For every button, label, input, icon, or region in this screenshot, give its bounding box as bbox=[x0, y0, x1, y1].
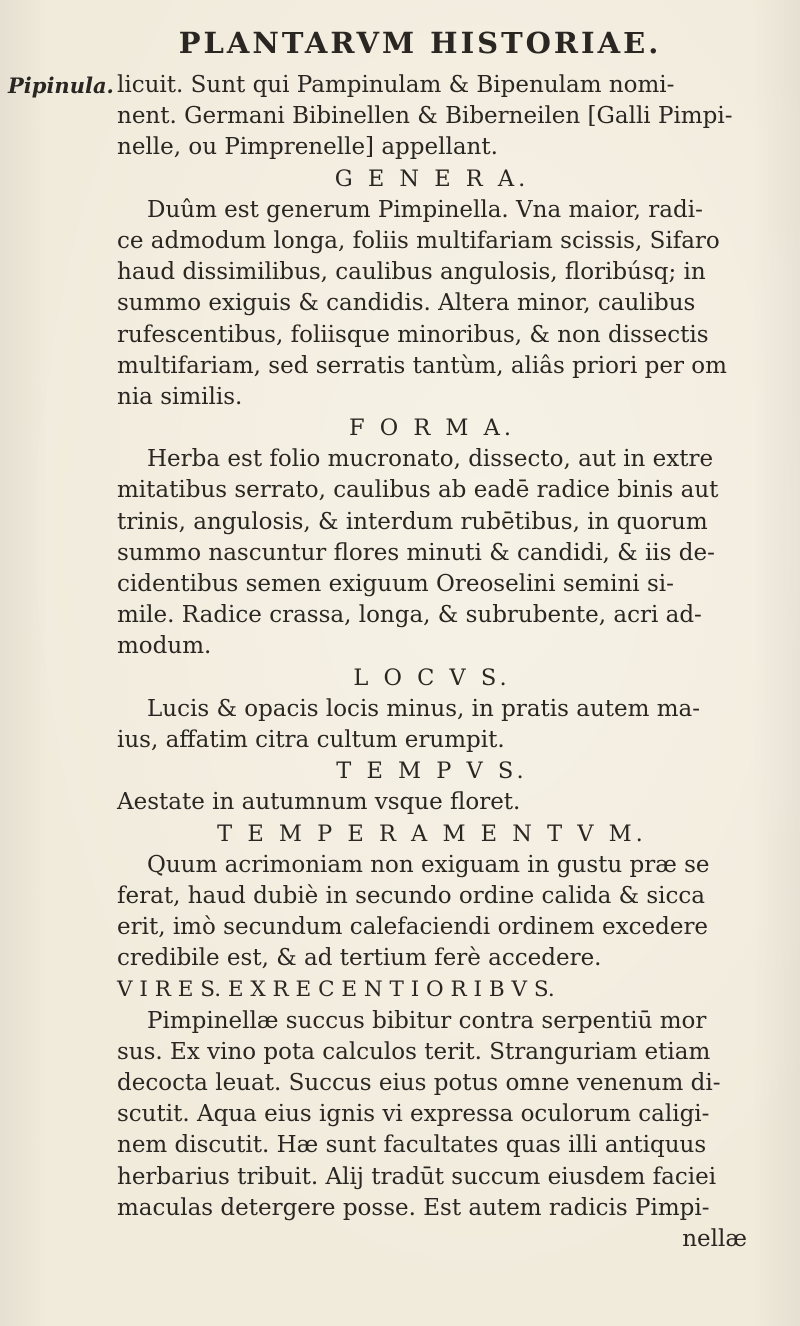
text-line: Aestate in autumnum vsque floret. bbox=[117, 789, 521, 816]
section-heading-locus: L O C V S. bbox=[353, 664, 511, 691]
catchword: nellæ bbox=[682, 1225, 747, 1252]
text-line: cidentibus semen exiguum Oreoselini semini si- bbox=[117, 571, 674, 597]
text-line: summo nascuntur flores minuti & candidi, & iis de- bbox=[117, 539, 715, 566]
text-line: decocta leuat. Succus eius potus omne venenum di- bbox=[117, 1070, 721, 1096]
text-line: Duûm est generum Pimpinella. Vna maior, radi- bbox=[147, 196, 703, 223]
text-line: ferat, haud dubiè in secundo ordine calida & sicca bbox=[117, 882, 706, 909]
text-line: rufescentibus, foliisque minoribus, & non dissectis bbox=[117, 321, 709, 348]
text-line: licuit. Sunt qui Pampinulam & Bipenulam nomi- bbox=[117, 72, 675, 98]
text-line: summo exiguis & candidis. Altera minor, caulibus bbox=[117, 290, 696, 317]
main-text bbox=[117, 70, 747, 1255]
section-heading-forma: F O R M A. bbox=[348, 415, 516, 442]
text-line: nem discutit. Hæ sunt facultates quas illi antiquus bbox=[117, 1132, 707, 1159]
text-line: nia similis. bbox=[117, 383, 243, 410]
text-line: ce admodum longa, foliis multifariam scissis, Sifaro bbox=[117, 227, 720, 254]
text-line: sus. Ex vino pota calculos terit. Stranguriam etiam bbox=[117, 1038, 711, 1065]
text-line: mile. Radice crassa, longa, & subrubente, acri ad- bbox=[117, 602, 702, 629]
text-line: herbarius tribuit. Alij tradūt succum eiusdem faciei bbox=[117, 1163, 717, 1190]
text-line: Pimpinellæ succus bibitur contra serpentiū mor bbox=[147, 1007, 707, 1034]
text-line: modum. bbox=[117, 633, 212, 660]
text-line: credibile est, & ad tertium ferè accedere. bbox=[117, 945, 602, 972]
marginal-note: Pipinula. bbox=[8, 73, 114, 98]
running-header: PLANTARVM HISTORIAE. bbox=[178, 26, 662, 60]
text-line: haud dissimilibus, caulibus angulosis, floribúsq; in bbox=[117, 259, 706, 286]
text-line: erit, imò secundum calefaciendi ordinem excedere bbox=[117, 914, 709, 941]
text-line: trinis, angulosis, & interdum rubētibus, in quorum bbox=[117, 508, 708, 535]
section-heading-genera: G E N E R A. bbox=[334, 165, 530, 192]
section-heading-vires: V I R E S. E X R E C E N T I O R I B V S. bbox=[117, 977, 555, 1003]
section-heading-tempus: T E M P V S. bbox=[336, 758, 528, 785]
text-line: nelle, ou Pimprenelle] appellant. bbox=[117, 134, 498, 161]
text-line: ius, affatim citra cultum erumpit. bbox=[117, 726, 505, 753]
text-line: maculas detergere posse. Est autem radicis Pimpi- bbox=[117, 1194, 710, 1221]
text-line: nent. Germani Bibinellen & Biberneilen [Galli Pimpi- bbox=[117, 103, 733, 130]
text-line: Quum acrimoniam non exiguam in gustu præ se bbox=[147, 851, 710, 878]
text-line: Lucis & opacis locis minus, in pratis autem ma- bbox=[147, 695, 701, 722]
section-heading-temperamentum: T E M P E R A M E N T V M. bbox=[217, 820, 647, 847]
text-line: scutit. Aqua eius ignis vi expressa oculorum caligi- bbox=[117, 1101, 710, 1128]
text-line: Herba est folio mucronato, dissecto, aut in extre bbox=[147, 446, 714, 473]
text-line: multifariam, sed serratis tantùm, aliâs priori per om bbox=[117, 352, 727, 379]
text-line: mitatibus serrato, caulibus ab eadē radice binis aut bbox=[117, 477, 719, 504]
